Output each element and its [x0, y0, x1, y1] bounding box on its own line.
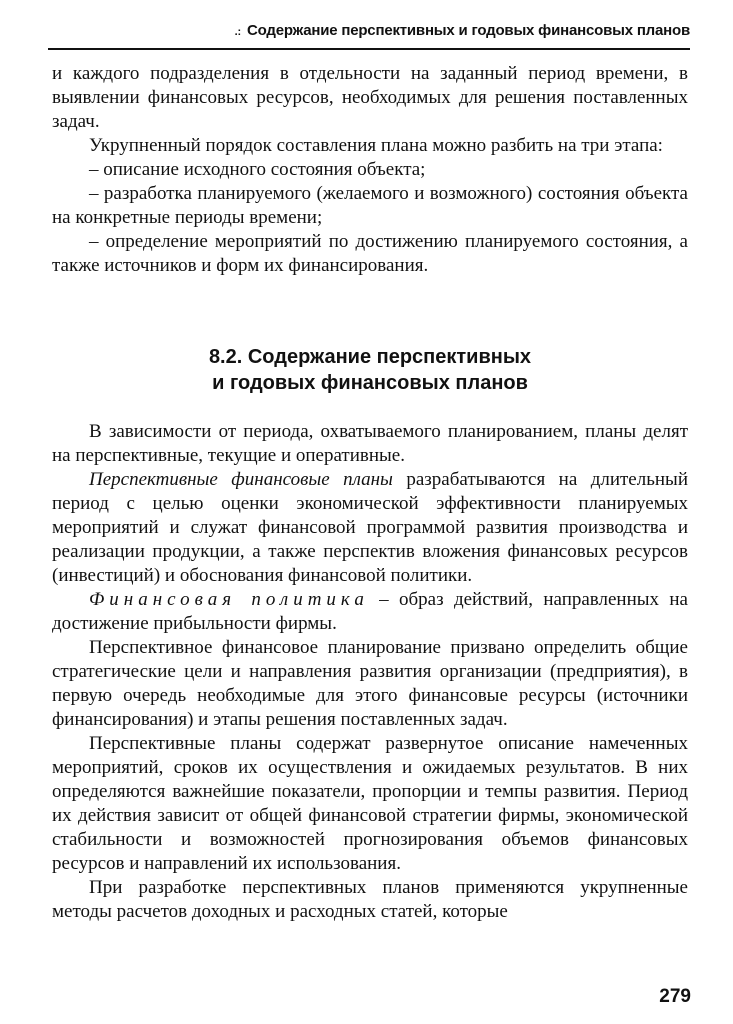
paragraph [52, 468, 688, 588]
paragraph: Перспективные планы содержат развернутое описание намеченных мероприятий, сроков их осуществления и ожидаемых результатов. В них определяются важнейшие показатели, пропорции и темпы развития. Период их действия зависит от общей финансовой стратегии фирмы, экономической стабильности и возможностей прогнозирования объемов финансовых ресурсов и направлений их использования. [52, 733, 688, 874]
section-heading-line: и годовых финансовых планов [212, 372, 528, 394]
paragraph [52, 588, 688, 636]
list-item: – определение мероприятий по достижению планируемого состояния, а также источников и форм их финансирования. [52, 231, 688, 276]
list-item: – описание исходного состояния объекта; [89, 159, 426, 180]
section-text [52, 420, 688, 924]
paragraph-text: – образ действий, направленных на достижение прибыльности фирмы. [52, 589, 688, 634]
paragraph: и каждого подразделения в отдельности на заданный период времени, в выявлении финансовых ресурсов, необходимых для решения поставленных задач. [52, 63, 688, 132]
paragraph-text: разрабатываются на длительный период с целью оценки экономической эффективности планируемых мероприятий и служат финансовой программой развития производства и реализации продукции, а также перспектив вложения финансовых ресурсов (инвестиций) и обоснования финансовой политики. [52, 469, 688, 586]
page-number: 279 [659, 986, 691, 1007]
italic-term: Перспективные финансовые планы [89, 469, 393, 490]
list-item: – разработка планируемого (желаемого и возможного) состояния объекта на конкретные периоды времени; [52, 183, 688, 228]
running-head-title: Содержание перспективных и годовых финансовых планов [246, 22, 690, 39]
running-head [48, 22, 690, 39]
spaced-term: Финансовая политика [89, 589, 369, 610]
section-heading-line: 8.2. Содержание перспективных [208, 346, 532, 368]
paragraph: При разработке перспективных планов применяются укрупненные методы расчетов доходных и расходных статей, которые [52, 877, 688, 922]
running-head-mark: .: [234, 26, 241, 38]
paragraph: Перспективное финансовое планирование призвано определить общие стратегические цели и направления развития организации (предприятия), в первую очередь необходимые для этого финансовые ресурсы (источники финансирования) и этапы решения поставленных задач. [52, 637, 688, 730]
intro-text [52, 62, 688, 278]
section-heading [52, 344, 688, 396]
paragraph: Укрупненный порядок составления плана можно разбить на три этапа: [89, 135, 663, 156]
paragraph: В зависимости от периода, охватываемого планированием, планы делят на перспективные, текущие и оперативные. [52, 421, 688, 466]
header-rule [48, 48, 690, 50]
